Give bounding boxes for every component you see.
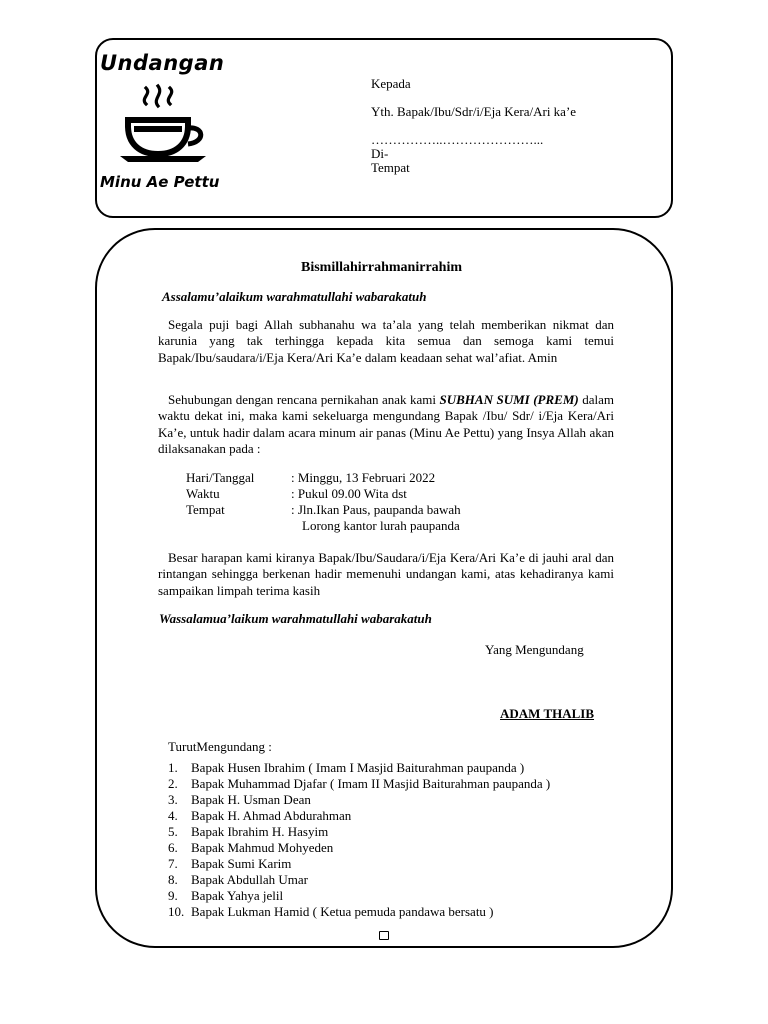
list-item: 9. Bapak Yahya jelil	[168, 888, 284, 903]
list-item: 5. Bapak Ibrahim H. Hasyim	[168, 824, 329, 839]
list-item: 8. Bapak Abdullah Umar	[168, 872, 308, 887]
list-item: 7. Bapak Sumi Karim	[168, 856, 292, 871]
list-item: 3. Bapak H. Usman Dean	[168, 792, 311, 807]
co-inviters-list	[168, 760, 550, 920]
detail-place-value-2: Lorong kantor lurah paupanda	[302, 518, 460, 533]
detail-day-label: Hari/Tanggal	[186, 470, 255, 485]
detail-time-label: Waktu	[186, 486, 220, 501]
list-item: 4. Bapak H. Ahmad Abdurahman	[168, 808, 352, 823]
address-di: Di-	[371, 146, 389, 161]
co-inviters-label: TurutMengundang :	[168, 739, 272, 754]
list-item: 1. Bapak Husen Ibrahim ( Imam I Masjid Baiturahman paupanda )	[168, 760, 525, 775]
address-place: Tempat	[371, 160, 410, 175]
address-recipient: Yth. Bapak/Ibu/Sdr/i/Eja Kera/Ari ka’e	[371, 104, 577, 119]
groom-name: SUBHAN SUMI (PREM)	[439, 392, 579, 407]
invitation-subtitle: Minu Ae Pettu	[100, 173, 220, 191]
list-item: 10. Bapak Lukman Hamid ( Ketua pemuda pandawa bersatu )	[168, 904, 494, 919]
list-item: 2. Bapak Muhammad Djafar ( Imam II Masjid Baiturahman paupanda )	[168, 776, 551, 791]
address-dots: ……………..…………………...	[371, 132, 544, 147]
paragraph-2: Sehubungan dengan rencana pernikahan anak kami SUBHAN SUMI (PREM) dalam waktu dekat ini, maka kami sekeluarga mengundang Bapak /Ibu/ Sdr/ i/Eja Kera/Ari Ka’e, untuk hadir dalam acara minum air panas (Minu Ae Pettu) yang Insya Allah akan dilaksanakan pada :	[158, 392, 614, 456]
bismillah-heading: Bismillahirrahmanirrahim	[301, 260, 462, 275]
closing-greeting: Wassalamua’laikum warahmatullahi wabarakatuh	[159, 611, 432, 626]
paragraph-1: Segala puji bagi Allah subhanahu wa ta’ala yang telah memberikan nikmat dan karunia yang tak terhingga kepada kita semua dan semoga kami temui Bapak/Ibu/saudara/i/Eja Kera/Ari Ka’e dalam keadaan sehat wal’afiat. Amin	[158, 317, 614, 365]
inviter-name: ADAM THALIB	[500, 706, 595, 721]
detail-time-value: : Pukul 09.00 Wita dst	[291, 486, 407, 501]
square-icon	[379, 931, 389, 940]
list-item: 6. Bapak Mahmud Mohyeden	[168, 840, 334, 855]
address-to: Kepada	[371, 76, 411, 91]
opening-greeting: Assalamu’alaikum warahmatullahi wabarakatuh	[162, 289, 427, 304]
invitation-title: Undangan	[100, 51, 225, 75]
coffee-cup-icon	[118, 82, 210, 166]
detail-place-label: Tempat	[186, 502, 225, 517]
detail-day-value: : Minggu, 13 Februari 2022	[291, 470, 436, 485]
detail-place-value: : Jln.Ikan Paus, paupanda bawah	[291, 502, 461, 517]
paragraph-3: Besar harapan kami kiranya Bapak/Ibu/Saudara/i/Eja Kera/Ari Ka’e di jauhi aral dan rintangan sehingga berkenan hadir memenuhi undangan kami, atas kehadiranya kami sampaikan limpah terima kasih	[158, 550, 614, 598]
inviter-label: Yang Mengundang	[485, 642, 584, 657]
